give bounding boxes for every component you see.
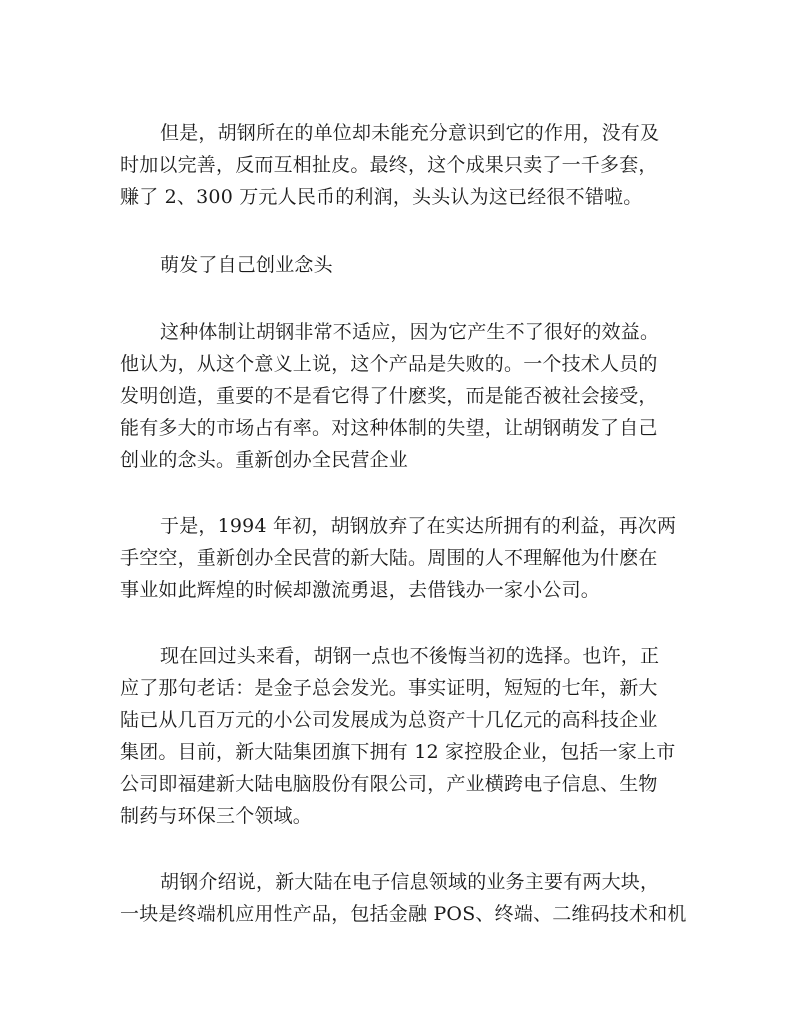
text-line: 手空空，重新创办全民营的新大陆。周围的人不理解他为什麽在: [120, 547, 658, 569]
text-line: 公司即福建新大陆电脑股份有限公司，产业横跨电子信息、生物: [120, 773, 658, 795]
paragraph-3: [120, 510, 680, 606]
text-line: 赚了 2、300 万元人民币的利润，头头认为这已经很不错啦。: [120, 186, 643, 208]
text-line: 但是，胡钢所在的单位却未能充分意识到它的作用，没有及: [160, 122, 660, 144]
paragraph-5: [120, 866, 687, 930]
text-line: 他认为，从这个意义上说，这个产品是失败的。一个技术人员的: [120, 353, 658, 375]
text-line: 创业的念头。重新创办全民营企业: [120, 449, 409, 471]
text-line: 制药与环保三个领域。: [120, 805, 313, 827]
heading-text: 萌发了自己创业念头: [160, 254, 333, 276]
text-line: 现在回过头来看，胡钢一点也不後悔当初的选择。也许，正: [160, 645, 660, 667]
text-line: 事业如此辉煌的时候却激流勇退，去借钱办一家小公司。: [120, 579, 601, 601]
text-line: 发明创造，重要的不是看它得了什麽奖，而是能否被社会接受，: [120, 385, 658, 407]
text-line: 应了那句老话：是金子总会发光。事实证明，短短的七年，新大: [120, 677, 658, 699]
text-line: 集团。目前，新大陆集团旗下拥有 12 家控股企业，包括一家上市: [120, 741, 676, 763]
text-line: 这种体制让胡钢非常不适应，因为它产生不了很好的效益。: [160, 321, 660, 343]
paragraph-4: [120, 640, 680, 832]
section-heading: [120, 249, 680, 281]
text-line: 于是，1994 年初，胡钢放弃了在实达所拥有的利益，再次两: [160, 515, 677, 537]
paragraph-1: [120, 117, 680, 213]
text-line: 时加以完善，反而互相扯皮。最终，这个成果只卖了一千多套，: [120, 154, 658, 176]
text-line: 陆已从几百万元的小公司发展成为总资产十几亿元的高科技企业: [120, 709, 658, 731]
text-line: 能有多大的市场占有率。对这种体制的失望，让胡钢萌发了自己: [120, 417, 658, 439]
text-line: 一块是终端机应用性产品，包括金融 POS、终端、二维码技术和机: [120, 903, 687, 925]
text-line: 胡钢介绍说，新大陆在电子信息领域的业务主要有两大块，: [160, 871, 660, 893]
paragraph-2: [120, 316, 680, 476]
